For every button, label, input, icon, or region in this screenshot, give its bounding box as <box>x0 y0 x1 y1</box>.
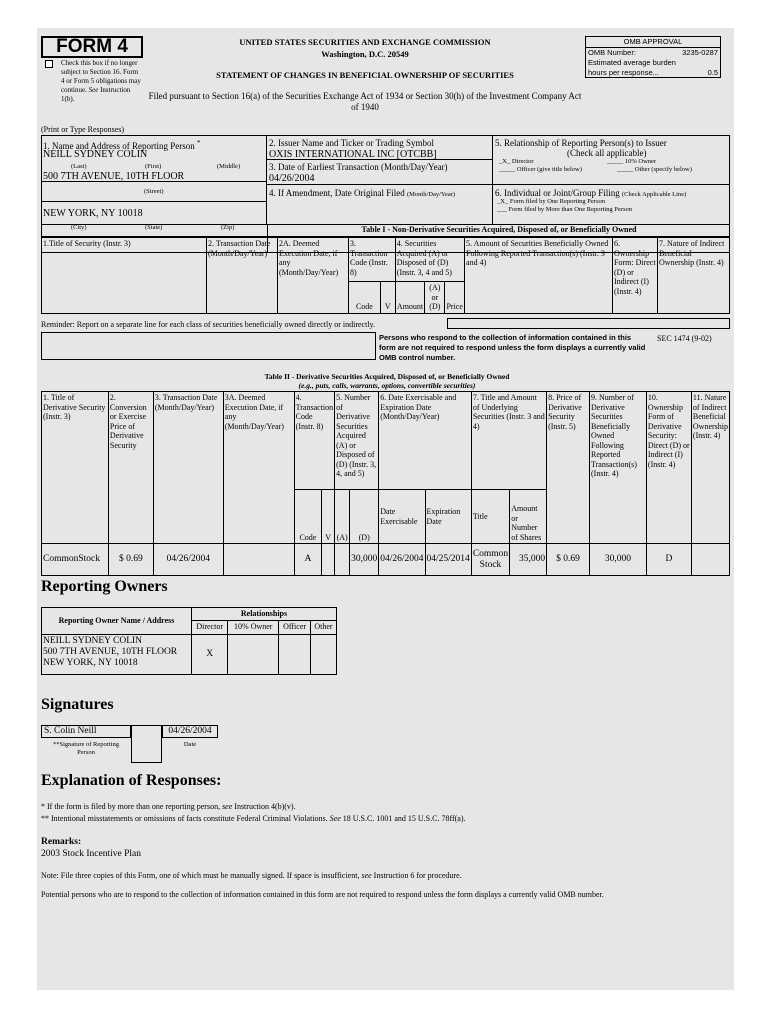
box6-label: 6. Individual or Joint/Group Filing (Check Applicable Line) <box>495 188 687 198</box>
form-title: FORM 4 <box>56 36 128 57</box>
ro-relationships: Relationships <box>192 608 337 621</box>
t2-row-a <box>335 544 350 576</box>
t2-row-form: D <box>646 544 691 576</box>
form-title-box <box>41 36 143 58</box>
t1-col2: 2. Transaction Date (Month/Day/Year) <box>207 238 278 314</box>
box5-sub: (Check all applicable) <box>567 148 647 158</box>
t2-row-date: 04/26/2004 <box>153 544 223 576</box>
explanation-note4: Potential persons who are to respond to the collection of information contained in this form are not required to respond unless the form displays a currently valid OMB number. <box>41 890 604 899</box>
omb-title: OMB APPROVAL <box>586 37 720 48</box>
filed-pursuant: Filed pursuant to Section 16(a) of the Securities Exchange Act of 1934 or Section 30(h) of the Investment Company Act of 1940 <box>148 91 582 112</box>
issuer-name: OXIS INTERNATIONAL INC [OTCBB] <box>269 149 437 160</box>
signature-label: **Signature of Reporting Person <box>52 741 120 756</box>
t2-row-price: $ 0.69 <box>108 544 153 576</box>
table2-derivative <box>41 391 730 576</box>
state-label: (State) <box>145 224 163 231</box>
t2-row-v <box>322 544 335 576</box>
box1-label: 1. Name and Address of Reporting Person * <box>43 139 201 151</box>
t2-row-title: CommonStock <box>42 544 109 576</box>
t1-col1: 1.Title of Security (Instr. 3) <box>42 238 207 314</box>
ro-row-director: X <box>192 634 228 674</box>
box4-label: 4. If Amendment, Date Original Filed (Month/Day/Year) <box>269 188 456 198</box>
t1-amount: Amount <box>395 282 425 314</box>
t2-h9: 9. Number of Derivative Securities Beneficially Owned Following Reported Transaction(s) (Instr. 4) <box>590 392 647 544</box>
t2-row-d-price: $ 0.69 <box>547 544 590 576</box>
table2-title: Table II - Derivative Securities Acquired, Disposed of, or Beneficially Owned <box>264 372 510 381</box>
ten-percent-owner-option: _____ 10% Owner <box>607 158 657 165</box>
t2-h6: 6. Date Exercisable and Expiration Date (Month/Day/Year) <box>379 392 472 490</box>
t2-h4: 4. Transaction Code (Instr. 8) <box>294 392 334 490</box>
ro-owner10: 10% Owner <box>228 620 279 634</box>
no-longer-subject-checkbox[interactable] <box>45 60 53 68</box>
table2-row <box>42 544 730 576</box>
ro-other: Other <box>310 620 336 634</box>
signature-date: 04/26/2004 <box>162 725 218 738</box>
t2-h7: 7. Title and Amount of Underlying Securities (Instr. 3 and 4) <box>471 392 546 490</box>
box2-label: 2. Issuer Name and Ticker or Trading Symbol <box>269 138 434 148</box>
t2-h1: 1. Title of Derivative Security (Instr. 3) <box>42 392 109 544</box>
t1-col7: 7. Nature of Indirect Beneficial Ownership (Instr. 4) <box>658 238 730 314</box>
explanation-note2: ** Intentional misstatements or omissions of facts constitute Federal Criminal Violations. See 18 U.S.C. 1001 and 15 U.S.C. 78ff(a). <box>41 814 466 823</box>
t1-col6: 6. Ownership Form: Direct (D) or Indirect (I) (Instr. 4) <box>613 238 658 314</box>
t2-date-ex: Date Exercisable <box>379 490 425 544</box>
t2-h3: 3. Transaction Date (Month/Day/Year) <box>153 392 223 544</box>
t2-row-u-amount: 35,000 <box>510 544 547 576</box>
omb-approval-box <box>585 36 721 78</box>
print-type-note: (Print or Type Responses) <box>41 125 125 134</box>
middle-label: (Middle) <box>217 163 241 170</box>
table2-subtitle: (e.g., puts, calls, warrants, options, convertible securities) <box>298 381 476 390</box>
ro-director: Director <box>192 620 228 634</box>
more-reporting-persons-option: ___ Form filed by More than One Reporting Person <box>497 206 633 213</box>
signature-spacer-box <box>131 725 162 763</box>
t2-h11: 11. Nature of Indirect Beneficial Ownership (Instr. 4) <box>691 392 729 544</box>
t2-d: (D) <box>350 490 379 544</box>
omb-burden: Estimated average burden <box>588 58 676 67</box>
t2-h5: 5. Number of Derivative Securities Acquired (A) or Disposed of (D) (Instr. 3, 4, and 5) <box>335 392 379 490</box>
reminder-text: Reminder: Report on a separate line for each class of securities beneficially owned directly or indirectly. <box>41 320 376 329</box>
t1-col3: 3. Transaction Code (Instr. 8) <box>349 238 396 282</box>
reporting-owners-table <box>41 607 337 675</box>
box3-label: 3. Date of Earliest Transaction (Month/Day/Year) <box>269 162 448 172</box>
t2-h2: 2. Conversion or Exercise Price of Derivative Security <box>108 392 153 544</box>
street-label: (Street) <box>144 188 164 195</box>
signatures-heading: Signatures <box>41 696 114 713</box>
reporting-person-name: NEILL SYDNEY COLIN <box>43 149 148 160</box>
explanation-note1: * If the form is filed by more than one reporting person, see Instruction 4(b)(v). <box>41 802 296 811</box>
t2-row-owned: 30,000 <box>590 544 647 576</box>
street-value: 500 7TH AVENUE, 10TH FLOOR <box>43 171 185 182</box>
t1-col5: 5. Amount of Securities Beneficially Owned Following Reported Transaction(s) (Instr. 3 and 4) <box>465 238 613 314</box>
one-reporting-person-option: _X_ Form filed by One Reporting Person <box>497 198 605 205</box>
ro-officer: Officer <box>279 620 311 634</box>
table1-non-derivative <box>41 237 730 314</box>
zip-label: (Zip) <box>221 224 235 231</box>
date-label: Date <box>183 741 197 748</box>
ro-row <box>42 634 337 674</box>
t2-title: Title <box>471 490 509 544</box>
t2-h3a: 3A. Deemed Execution Date, if any (Month/Day/Year) <box>223 392 294 544</box>
remarks-label: Remarks: <box>41 837 82 847</box>
reminder-right-box <box>447 318 730 329</box>
t1-col2a: 2A. Deemed Execution Date, if any (Month/Day/Year) <box>278 238 349 314</box>
officer-option: _____ Officer (give title below) <box>499 166 582 173</box>
agency-name: UNITED STATES SECURITIES AND EXCHANGE COMMISSION <box>239 37 491 47</box>
t1-aord: (A) or (D) <box>425 282 445 314</box>
t2-amount-shares: Amount or Number of Shares <box>510 490 547 544</box>
t2-a: (A) <box>335 490 350 544</box>
director-option: _X_ Director <box>499 158 534 165</box>
t2-row-nature <box>691 544 729 576</box>
city-value: NEW YORK, NY 10018 <box>43 208 143 219</box>
t2-exp: Expiration Date <box>425 490 471 544</box>
explanation-note3: Note: File three copies of this Form, one of which must be manually signed. If space is insufficient, see Instruction 6 for procedure. <box>41 871 462 880</box>
t1-price: Price <box>445 282 465 314</box>
t2-row-u-title: Common Stock <box>471 544 509 576</box>
t2-row-exp: 04/25/2014 <box>425 544 471 576</box>
remarks-text: 2003 Stock Incentive Plan <box>41 849 141 859</box>
omb-hours-row: hours per response... 0.5 <box>588 68 718 77</box>
t2-row-d: 30,000 <box>350 544 379 576</box>
omb-number-row: OMB Number: 3235-0287 <box>588 48 718 57</box>
first-label: (First) <box>145 163 162 170</box>
reminder-left-box <box>41 332 376 360</box>
city-label: (City) <box>71 224 87 231</box>
t2-h8: 8. Price of Derivative Security (Instr. 5) <box>547 392 590 544</box>
t1-col4: 4. Securities Acquired (A) or Disposed of (D) (Instr. 3, 4 and 5) <box>395 238 464 282</box>
earliest-transaction-date: 04/26/2004 <box>269 173 315 184</box>
form-page <box>37 28 734 990</box>
t2-row-code: A <box>294 544 321 576</box>
reporting-owners-heading: Reporting Owners <box>41 578 168 595</box>
ro-col-name: Reporting Owner Name / Address <box>42 608 192 635</box>
sec-code: SEC 1474 (9-02) <box>657 334 712 343</box>
t2-v: V <box>322 490 335 544</box>
t1-code: Code <box>349 282 381 314</box>
agency-location: Washington, D.C. 20549 <box>321 49 409 59</box>
explanation-heading: Explanation of Responses: <box>41 772 222 789</box>
t1-v: V <box>380 282 395 314</box>
last-label: (Last) <box>71 163 87 170</box>
checkbox-label: Check this box if no longer subject to Section 16. Form 4 or Form 5 obligations may continue. See Instruction 1(b). <box>61 59 141 103</box>
box5-label: 5. Relationship of Reporting Person(s) to Issuer <box>495 138 667 148</box>
t2-row-date-ex: 04/26/2004 <box>379 544 425 576</box>
ro-row-name-address: NEILL SYDNEY COLIN 500 7TH AVENUE, 10TH FLOOR NEW YORK, NY 10018 <box>42 634 192 674</box>
t2-code: Code <box>294 490 321 544</box>
t2-row-deemed <box>223 544 294 576</box>
table1-title: Table I - Non-Derivative Securities Acquired, Disposed of, or Beneficially Owned <box>361 225 637 234</box>
other-option: _____ Other (specify below) <box>617 166 692 173</box>
persons-notice: Persons who respond to the collection of information contained in this form are not required to respond unless the form displays a currently valid OMB control number. <box>379 333 646 362</box>
t2-h10: 10. Ownership Form of Derivative Security: Direct (D) or Indirect (I) (Instr. 4) <box>646 392 691 544</box>
signature-name: S. Colin Neill <box>41 725 131 738</box>
statement-title: STATEMENT OF CHANGES IN BENEFICIAL OWNERSHIP OF SECURITIES <box>216 70 514 80</box>
